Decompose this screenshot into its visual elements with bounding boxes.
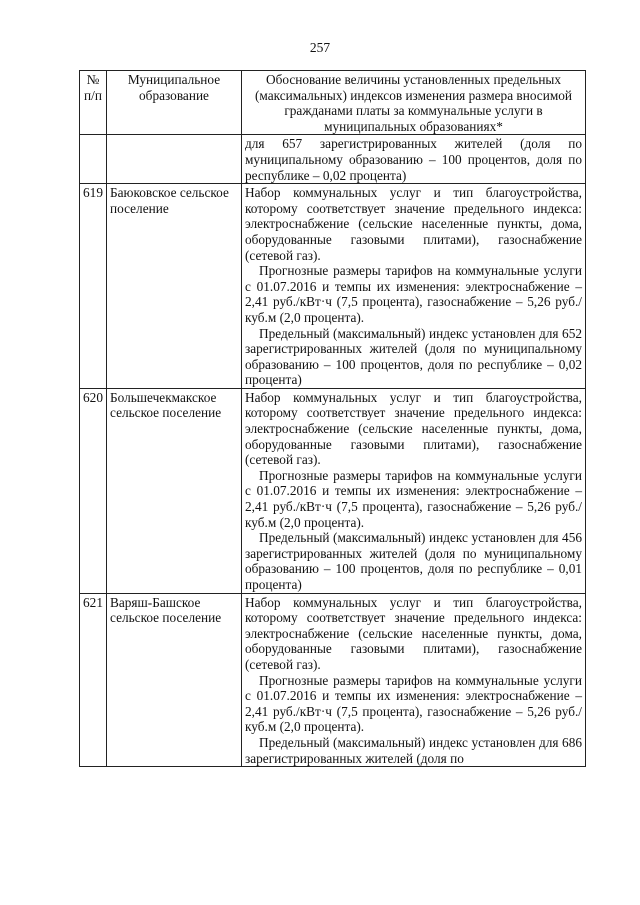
cell-municipality bbox=[107, 135, 242, 184]
table-row-continuation bbox=[80, 135, 586, 184]
cell-number bbox=[80, 135, 107, 184]
tariff-forecast-paragraph: Прогнозные размеры тарифов на коммунальные услуги с 01.07.2016 и темпы их изменения: электроснабжение – 2,41 руб./кВт·ч (7,5 процента), газоснабжение – 5,26 руб./куб.м (2,0 процента). bbox=[245, 263, 582, 325]
table-row bbox=[80, 593, 586, 767]
service-set-paragraph: Набор коммунальных услуг и тип благоустройства, которому соответствует значение предельного индекса: электроснабжение (сельские населенные пункты, дома, оборудованные газовыми плитами), газоснабжение (сетевой газ). bbox=[245, 389, 582, 468]
index-limit-paragraph: Предельный (максимальный) индекс установлен для 652 зарегистрированных жителей (доля по муниципальному образованию – 100 процентов, доля по республике – 0,02 процента) bbox=[245, 325, 582, 388]
row-number: 619 bbox=[80, 184, 107, 389]
table-row bbox=[80, 388, 586, 593]
municipality-name: Баюковское сельское поселение bbox=[107, 184, 242, 389]
header-number: № п/п bbox=[80, 71, 107, 135]
justification-cell bbox=[242, 388, 586, 593]
table-header-row bbox=[80, 71, 586, 135]
justification-cell bbox=[242, 593, 586, 767]
index-limit-paragraph: Предельный (максимальный) индекс установлен для 456 зарегистрированных жителей (доля по муниципальному образованию – 100 процентов, доля по республике – 0,01 процента) bbox=[245, 530, 582, 592]
index-limit-paragraph: Предельный (максимальный) индекс установлен для 686 зарегистрированных жителей (доля по bbox=[245, 734, 582, 766]
row-number: 620 bbox=[80, 388, 107, 593]
municipality-name: Большечекмакское сельское поселение bbox=[107, 388, 242, 593]
continuation-text: для 657 зарегистрированных жителей (доля по муниципальному образованию – 100 процентов, доля по республике – 0,02 процента) bbox=[245, 136, 582, 183]
municipality-name: Варяш-Башское сельское поселение bbox=[107, 593, 242, 767]
cell-justification bbox=[242, 135, 586, 184]
header-municipality: Муниципальное образование bbox=[107, 71, 242, 135]
table-row bbox=[80, 184, 586, 389]
page-number: 257 bbox=[309, 40, 331, 55]
row-number: 621 bbox=[80, 593, 107, 767]
tariff-index-table bbox=[79, 70, 586, 767]
tariff-forecast-paragraph: Прогнозные размеры тарифов на коммунальные услуги с 01.07.2016 и темпы их изменения: электроснабжение – 2,41 руб./кВт·ч (7,5 процента), газоснабжение – 5,26 руб./куб.м (2,0 процента). bbox=[245, 467, 582, 530]
service-set-paragraph: Набор коммунальных услуг и тип благоустройства, которому соответствует значение предельного индекса: электроснабжение (сельские населенные пункты, дома, оборудованные газовыми плитами), газоснабжение (сетевой газ). bbox=[245, 185, 582, 263]
service-set-paragraph: Набор коммунальных услуг и тип благоустройства, которому соответствует значение предельного индекса: электроснабжение (сельские населенные пункты, дома, оборудованные газовыми плитами), газоснабжение (сетевой газ). bbox=[245, 594, 582, 672]
justification-cell bbox=[242, 184, 586, 389]
tariff-forecast-paragraph: Прогнозные размеры тарифов на коммунальные услуги с 01.07.2016 и темпы их изменения: электроснабжение – 2,41 руб./кВт·ч (7,5 процента), газоснабжение – 5,26 руб./куб.м (2,0 процента). bbox=[245, 672, 582, 735]
header-justification: Обоснование величины установленных предельных (максимальных) индексов изменения размера вносимой гражданами платы за коммунальные услуги в муниципальных образованиях* bbox=[242, 71, 586, 135]
